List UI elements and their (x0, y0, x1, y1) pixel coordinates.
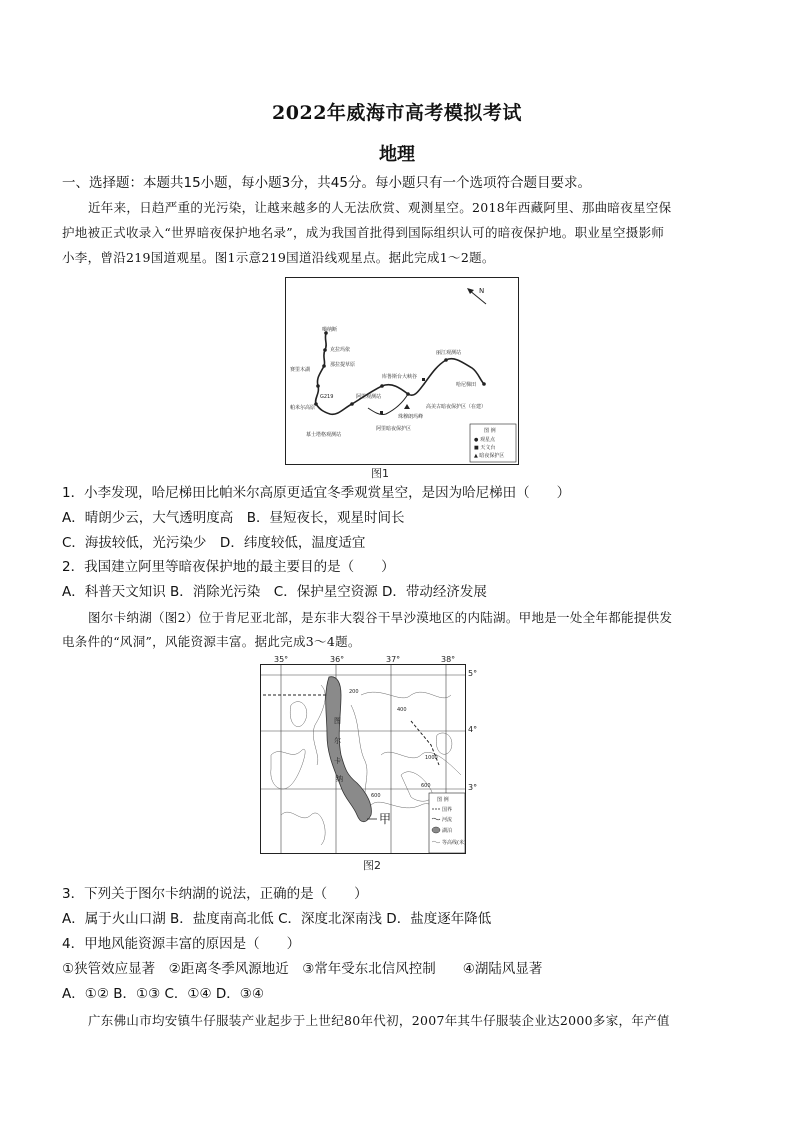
dark-sky-reserve-marker (404, 404, 410, 409)
place-label: 阿里暗夜保护区 (376, 426, 412, 432)
question-option-line: ①狭管效应显著 ②距离冬季风源地近 ③常年受东北信风控制 ④湖陆风显著 (62, 961, 543, 977)
contour-label: 600 (371, 793, 381, 799)
legend-item: 湖泊 (442, 828, 453, 834)
place-label: 那拉提草原 (330, 362, 356, 368)
legend-title: 图 例 (484, 428, 496, 434)
question-option-line: A．属于火山口湖 B．盐度南高北低 C．深度北深南浅 D．盐度逐年降低 (62, 911, 492, 927)
longitude-label: 38° (441, 655, 456, 664)
latitude-label: 3° (468, 783, 478, 792)
question-line: 2．我国建立阿里等暗夜保护地的最主要目的是（ ） (62, 559, 395, 575)
point-jia-label: 甲 (379, 812, 392, 826)
passage1-line: 护地被正式收录入“世界暗夜保护地名录”，成为我国首批得到国际组织认可的暗夜保护地。职业星空摄影师 (62, 225, 665, 240)
place-label: 哈尼梯田 (456, 382, 477, 388)
question-option-line: C．海拔较低，光污染少 D．纬度较低，温度适宜 (62, 535, 366, 551)
contour-label: 1000 (425, 755, 438, 761)
section-heading: 一、选择题：本题共15小题，每小题3分，共45分。每小题只有一个选项符合题目要求。 (62, 175, 591, 191)
stargazing-point (380, 384, 384, 388)
latitude-label: 5° (468, 669, 478, 678)
place-label: 赛里木湖 (290, 367, 311, 373)
place-label: 噶纳断 (322, 327, 338, 333)
figure1-svg (286, 278, 518, 464)
stargazing-point (482, 382, 486, 386)
legend-title: 图 例 (437, 797, 449, 803)
legend-item: ▲ 暗夜保护区 (474, 453, 505, 459)
stargazing-point (444, 358, 448, 362)
observatory-marker (422, 378, 425, 381)
figure2-svg (261, 665, 465, 853)
question-line: 1．小李发现，哈尼梯田比帕米尔高原更适宜冬季观赏星空，是因为哈尼梯田（ ） (62, 485, 571, 501)
stargazing-point (323, 348, 327, 352)
passage2-line: 图尔卡纳湖（图2）位于肯尼亚北部，是东非大裂谷干旱沙漠地区的内陆湖。甲地是一处全年都能提供发 (88, 610, 673, 625)
question-option-line: A．科普天文知识 B．消除光污染 C．保护星空资源 D．带动经济发展 (62, 584, 487, 600)
passage3-line: 广东佛山市均安镇牛仔服装产业起步于上世纪80年代初，2007年其牛仔服装企业达2000多家，年产值 (88, 1013, 670, 1028)
place-label: 阿里观测站 (356, 394, 382, 400)
place-label: 慕士塔格观测站 (306, 432, 342, 438)
exam-title: 2022年威海市高考模拟考试 (272, 102, 522, 124)
contour-label: 600 (421, 783, 431, 789)
lake-label: 卡 (334, 757, 341, 765)
place-label: 丽江观测站 (436, 350, 462, 356)
question-option-line: A．①② B．①③ C．①④ D．③④ (62, 986, 265, 1002)
figure1-map (285, 277, 519, 465)
passage1-line: 小李，曾沿219国道观星。图1示意219国道沿线观星点。据此完成1～2题。 (62, 250, 495, 265)
place-label: 库鲁斯台大峡谷 (382, 374, 418, 380)
lake-label: 尔 (334, 737, 341, 745)
question-line: 3．下列关于图尔卡纳湖的说法，正确的是（ ） (62, 886, 368, 902)
contour-label: 200 (349, 689, 359, 695)
longitude-label: 37° (386, 655, 401, 664)
subject-title: 地理 (379, 144, 415, 165)
longitude-label: 35° (274, 655, 289, 664)
figure2-caption: 图2 (363, 859, 381, 872)
figure1-caption: 图1 (371, 467, 389, 480)
figure2-legend (429, 793, 465, 853)
north-arrow-icon (467, 287, 486, 304)
lake-label: 纳 (336, 775, 343, 783)
place-label: 珠穆朗玛峰 (398, 414, 424, 420)
place-label: 高美古暗夜保护区（在建） (426, 404, 487, 410)
place-label: 克拉玛依 (330, 347, 351, 353)
lake-turkana (326, 677, 372, 822)
figure1-legend (470, 424, 516, 462)
latitude-label: 4° (468, 725, 478, 734)
stargazing-point (406, 392, 410, 396)
place-label: 帕米尔高原 (290, 405, 316, 411)
legend-item: 国界 (442, 807, 453, 813)
stargazing-point (322, 364, 326, 368)
contour-label: 400 (397, 707, 407, 713)
question-line: 4．甲地风能资源丰富的原因是（ ） (62, 936, 301, 952)
figure2-map (260, 664, 466, 854)
legend-item: ● 观星点 (474, 437, 495, 443)
observatory-marker (380, 411, 383, 414)
north-label: N (479, 287, 485, 295)
legend-item: 河流 (442, 817, 453, 823)
route-label: G219 (320, 394, 334, 400)
stargazing-point (316, 384, 320, 388)
passage1-line: 近年来，日趋严重的光污染，让越来越多的人无法欣赏、观测星空。2018年西藏阿里、那曲暗夜星空保 (88, 200, 672, 215)
question-option-line: A．晴朗少云，大气透明度高 B．昼短夜长，观星时间长 (62, 510, 405, 526)
stargazing-point (350, 402, 354, 406)
lake-label: 图 (334, 717, 341, 725)
legend-item: ■ 天文台 (474, 445, 496, 451)
legend-item: 等高线(米) (442, 840, 465, 846)
longitude-label: 36° (330, 655, 345, 664)
passage2-line: 电条件的“风洞”，风能资源丰富。据此完成3～4题。 (62, 634, 361, 649)
